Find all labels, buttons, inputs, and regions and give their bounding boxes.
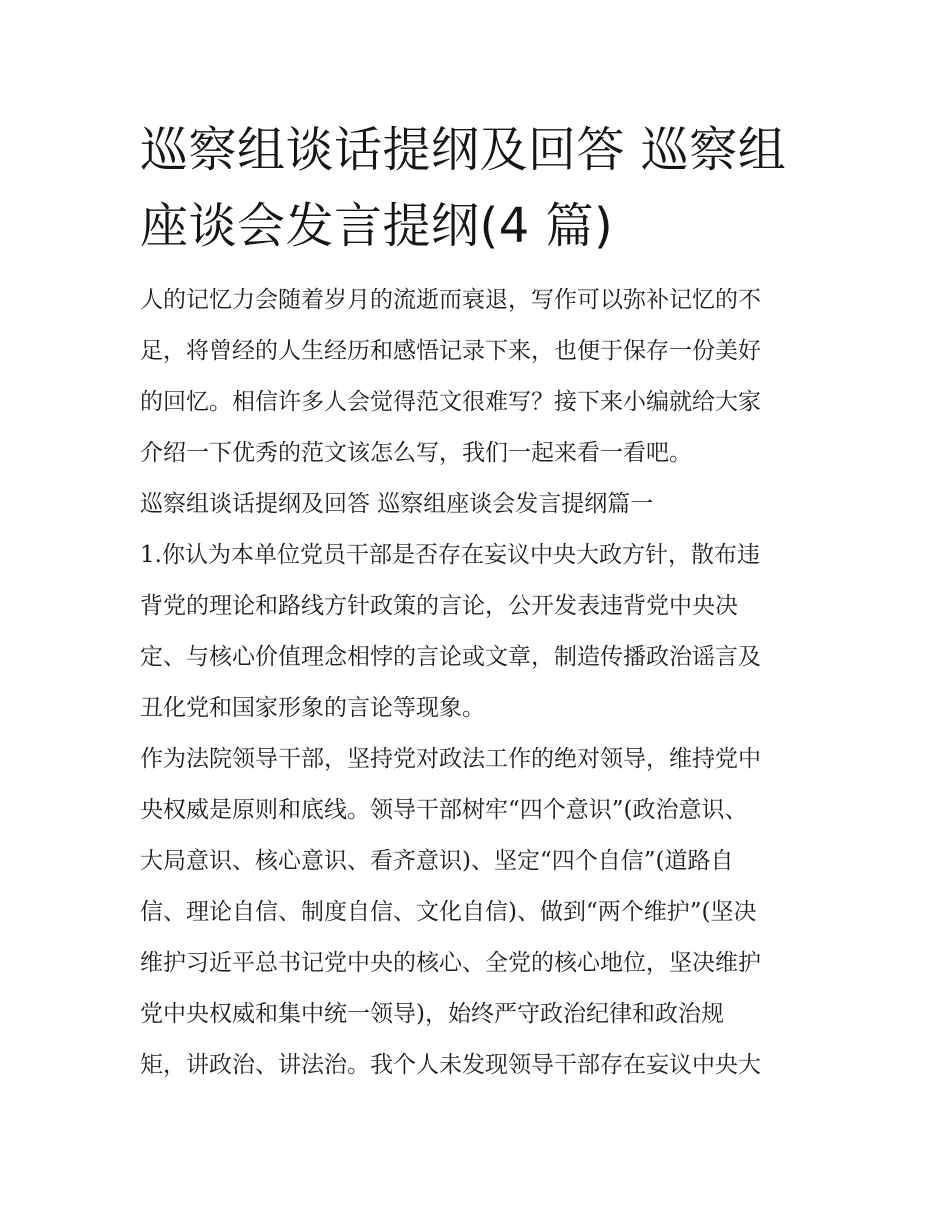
title-line: 座谈会发言提纲(4 篇) xyxy=(140,198,614,254)
body-line: 党中央权威和集中统一领导)，始终严守政治纪律和政治规 xyxy=(140,1001,724,1027)
body-line: 丑化党和国家形象的言论等现象。 xyxy=(140,695,485,721)
body-line: 定、与核心价值理念相悖的言论或文章，制造传播政治谣言及 xyxy=(140,644,761,670)
body-line: 介绍一下优秀的范文该怎么写，我们一起来看一看吧。 xyxy=(140,440,692,466)
body-line: 央权威是原则和底线。领导干部树牢“四个意识”(政治意识、 xyxy=(140,797,748,823)
document-title xyxy=(140,112,812,264)
body-line: 足，将曾经的人生经历和感悟记录下来，也便于保存一份美好 xyxy=(140,338,761,364)
document-content xyxy=(140,112,812,1091)
body-line: 信、理论自信、制度自信、文化自信)、做到“两个维护”(坚决 xyxy=(140,899,757,925)
body-line: 大局意识、核心意识、看齐意识)、坚定“四个自信”(道路自 xyxy=(140,848,734,874)
document-body xyxy=(140,275,812,1091)
title-line: 巡察组谈话提纲及回答 巡察组 xyxy=(140,122,787,178)
body-line: 维护习近平总书记党中央的核心、全党的核心地位，坚决维护 xyxy=(140,950,761,976)
body-line: 背党的理论和路线方针政策的言论，公开发表违背党中央决 xyxy=(140,593,738,619)
body-line: 作为法院领导干部，坚持党对政法工作的绝对领导，维持党中 xyxy=(140,746,761,772)
body-line: 1.你认为本单位党员干部是否存在妄议中央大政方针，散布违 xyxy=(140,542,760,568)
body-line: 矩，讲政治、讲法治。我个人未发现领导干部存在妄议中央大 xyxy=(140,1052,761,1078)
body-line: 人的记忆力会随着岁月的流逝而衰退，写作可以弥补记忆的不 xyxy=(140,287,761,313)
body-line: 的回忆。相信许多人会觉得范文很难写？接下来小编就给大家 xyxy=(140,389,761,415)
section-heading: 巡察组谈话提纲及回答 巡察组座谈会发言提纲篇一 xyxy=(140,491,654,517)
